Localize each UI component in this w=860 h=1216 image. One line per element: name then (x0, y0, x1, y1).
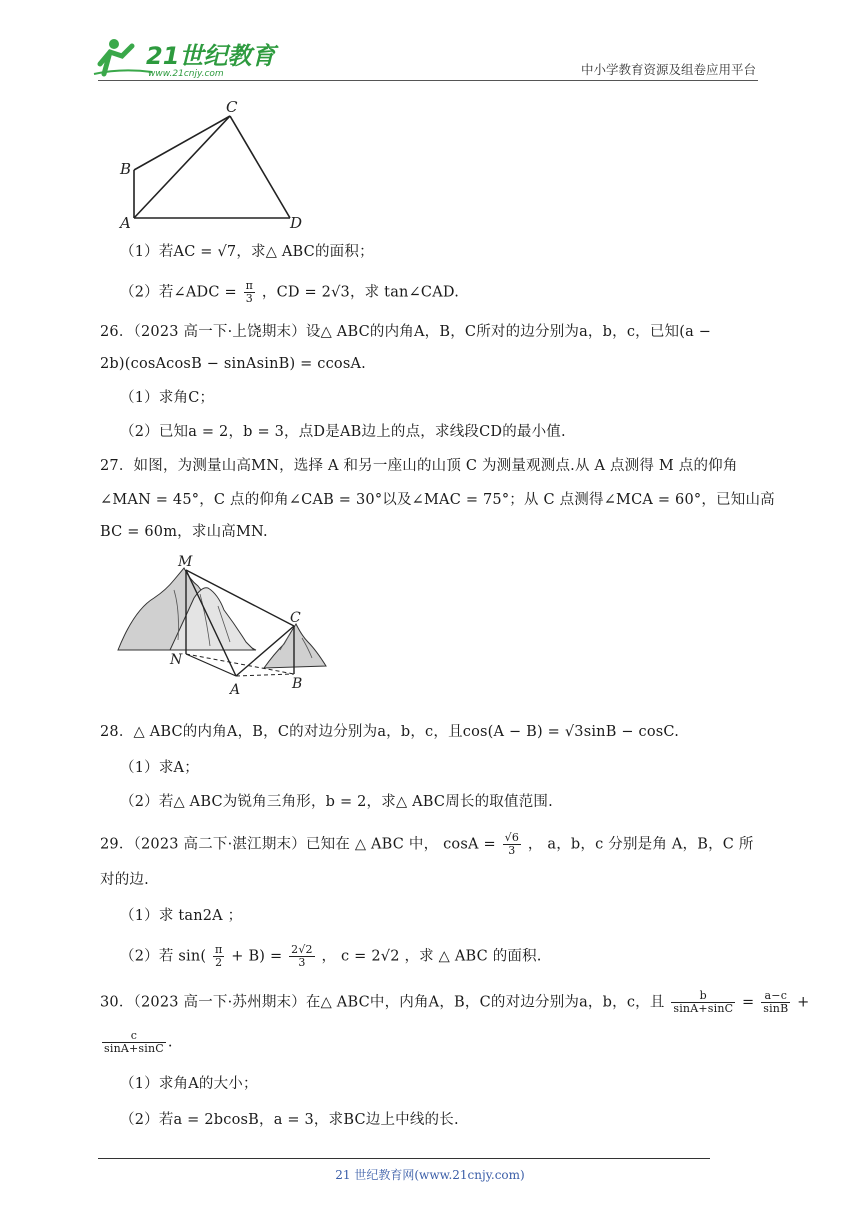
q29-frac-den: 3 (508, 844, 516, 857)
point-c2-label: C (290, 610, 301, 626)
q29-part2 (120, 944, 542, 969)
q30-fraction1 (671, 990, 735, 1015)
q30-fraction2 (761, 990, 790, 1015)
q30-part1: （1）求角A的大小； (120, 1076, 258, 1092)
q30-f3-num: c (102, 1030, 166, 1043)
q26-part1: （1）求角C； (120, 390, 215, 406)
q29-pi-fraction (213, 944, 224, 969)
q29-part2-pre: （2）若 sin( (120, 948, 207, 965)
q27-line1: 27．如图，为测量山高MN，选择 A 和另一座山的山顶 C 为测量观测点.从 A 点测得 M 点的仰角 (100, 458, 738, 474)
q25-part2 (120, 280, 459, 305)
q25-fraction (244, 280, 255, 305)
q30-f2-num: a−c (761, 990, 790, 1003)
q30-part2: （2）若a = 2bcosB，a = 3，求BC边上中线的长. (120, 1112, 459, 1128)
q30-f1-num: b (671, 990, 735, 1003)
q25-part2-pre: （2）若∠ADC = (120, 284, 237, 301)
q29-part1: （1）求 tan2A ； (120, 908, 243, 924)
q30-period: . (167, 1034, 173, 1051)
q25-frac-den: 3 (245, 292, 253, 305)
q30-equals: = (742, 994, 755, 1011)
q28-part1: （1）求A； (120, 760, 199, 776)
q29-line1 (100, 832, 754, 857)
q30-plus: + (797, 994, 810, 1011)
q25-part2-post: ，CD = 2√3，求 tan∠CAD. (261, 284, 460, 301)
q26-line2: 2b)(cosAcosB − sinAsinB) = ccosA. (100, 356, 366, 372)
q29-frac2-num: 2√2 (291, 943, 313, 956)
point-b2-label: B (292, 676, 303, 692)
mountain-figure (114, 550, 334, 702)
q25-part1: （1）若AC = √7，求△ ABC的面积； (120, 244, 374, 260)
q29-frac1-num: π (215, 943, 223, 956)
q29-line2: 对的边. (100, 872, 149, 888)
q30-fraction3 (102, 1030, 166, 1055)
point-c-label: C (226, 98, 238, 116)
q27-line2: ∠MAN = 45°，C 点的仰角∠CAB = 30°以及∠MAC = 75°；从 C 点测得∠MCA = 60°，已知山高 (100, 492, 775, 508)
q29-frac2-den: 3 (298, 956, 306, 969)
q29-line1-pre: 29．（2023 高二下·湛江期末）已知在 △ ABC 中， cosA = (100, 836, 496, 853)
q27-line3: BC = 60m，求山高MN. (100, 524, 268, 540)
header-platform-name: 中小学教育资源及组卷应用平台 (580, 62, 756, 77)
q29-part2-mid: + B) = (231, 948, 283, 965)
quadrilateral-figure (112, 96, 312, 232)
q30-f3-den: sinA+sinC (104, 1042, 164, 1055)
point-a-label: A (120, 214, 131, 232)
q30-line1-pre: 30．（2023 高一下·苏州期末）在△ ABC中，内角A，B，C的对边分别为a，b，c，且 (100, 994, 665, 1011)
point-n-label: N (170, 652, 183, 668)
q25-frac-num: π (245, 279, 254, 292)
q29-value-fraction (289, 944, 315, 969)
q28-part2: （2）若△ ABC为锐角三角形，b = 2，求△ ABC周长的取值范围. (120, 794, 553, 810)
point-b-label: B (120, 160, 132, 178)
site-logo (92, 34, 276, 82)
q29-cos-fraction (503, 832, 521, 857)
q26-line1: 26．（2023 高一下·上饶期末）设△ ABC的内角A，B，C所对的边分别为a，b，c，已知(a − (100, 324, 712, 340)
q28-line1: 28．△ ABC的内角A，B，C的对边分别为a，b，c，且cos(A − B) = √3sinB − cosC. (100, 724, 680, 740)
point-m-label: M (178, 554, 193, 570)
q26-part2: （2）已知a = 2，b = 3，点D是AB边上的点，求线段CD的最小值. (120, 424, 566, 440)
logo-text: 21世纪教育 (146, 42, 276, 70)
q29-frac-num: √6 (504, 831, 520, 844)
q30-line2 (100, 1030, 173, 1055)
footer-link[interactable]: 21 世纪教育网(www.21cnjy.com) (335, 1168, 525, 1182)
logo-url: www.21cnjy.com (148, 69, 224, 79)
q29-part2-post: ， c = 2√2 ，求 △ ABC 的面积. (321, 948, 542, 965)
q30-line1 (100, 990, 810, 1015)
point-a2-label: A (230, 682, 241, 698)
footer-divider (98, 1158, 710, 1159)
header-divider (98, 80, 758, 81)
q29-frac1-den: 2 (215, 956, 223, 969)
q30-f2-den: sinB (763, 1002, 789, 1015)
q30-f1-den: sinA+sinC (673, 1002, 734, 1015)
point-d-label: D (290, 214, 303, 232)
q29-line1-post: ， a，b，c 分别是角 A，B，C 所 (527, 836, 754, 853)
